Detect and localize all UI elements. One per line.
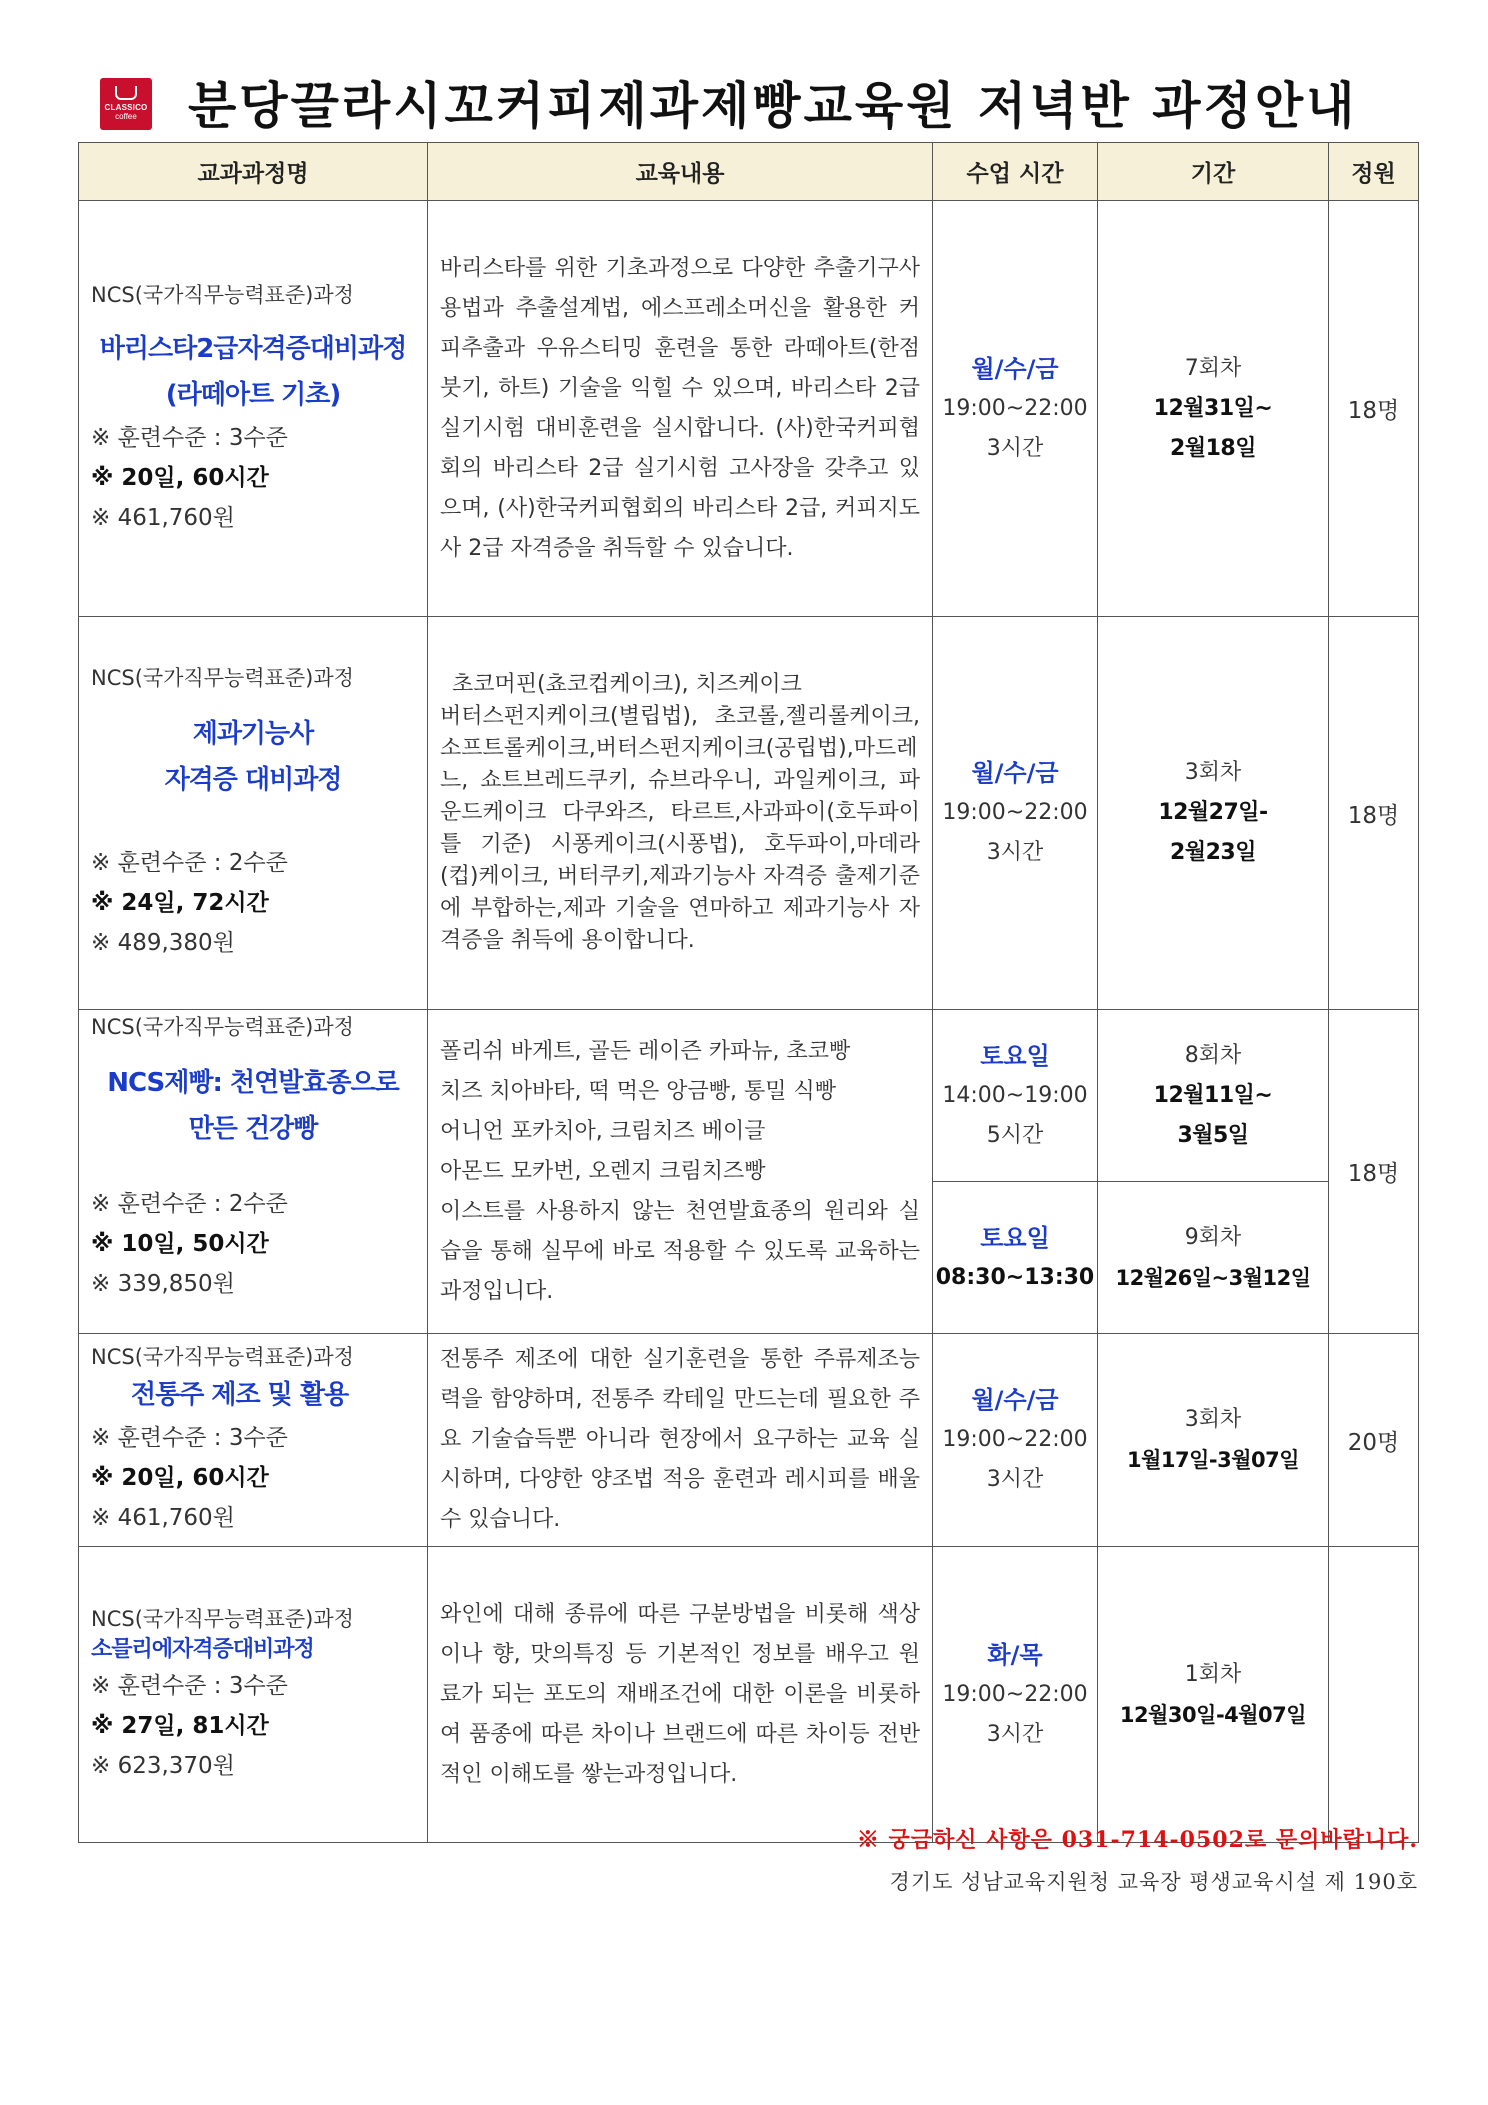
table-row [79,201,1419,617]
course-content-cell [428,1010,933,1334]
course-fee: ※ 461,760원 [91,504,235,531]
course-title: 전통주 제조 및 활용 [131,1380,349,1410]
header-capacity: 정원 [1329,143,1419,201]
period-end: 3월5일 [1177,1122,1249,1148]
capacity-value: 18명 [1347,398,1400,424]
course-title: NCS제빵: 천연발효종으로 [107,1068,399,1098]
session-number: 1회차 [1184,1661,1242,1687]
class-time-cell [933,1182,1098,1334]
training-level: ※ 훈련수준 : 3수준 [91,1425,288,1451]
course-title: 바리스타2급자격증대비과정 [99,333,407,364]
training-level: ※ 훈련수준 : 3수준 [91,424,288,451]
classico-coffee-logo [100,78,152,130]
course-fee: ※ 461,760원 [91,1505,235,1531]
course-fee: ※ 339,850원 [91,1271,235,1297]
course-fee: ※ 623,370원 [91,1752,235,1779]
period-cell [1098,201,1329,617]
class-time-cell [933,617,1098,1010]
capacity-cell [1329,1334,1419,1547]
period-cell [1098,617,1329,1010]
course-title: 소믈리에자격증대비과정 [91,1636,314,1662]
session-number: 7회차 [1184,355,1242,381]
session-number: 8회차 [1184,1042,1242,1068]
capacity-value: 18명 [1347,802,1400,829]
period-dates: 12월30일-4월07일 [1119,1702,1307,1727]
class-time: 19:00~22:00 [942,1681,1088,1707]
capacity-cell [1329,1010,1419,1334]
table-row [79,1547,1419,1843]
class-time-cell [933,1547,1098,1843]
course-name-cell [79,201,428,617]
session-number: 3회차 [1184,1407,1242,1432]
session-number: 3회차 [1184,760,1242,785]
logo-text-line1: CLASSICO [104,103,148,112]
capacity-value: 18명 [1347,1161,1400,1187]
header-period: 기간 [1098,143,1329,201]
class-time: 08:30~13:30 [935,1264,1095,1290]
class-duration: 3시간 [986,1721,1044,1747]
class-time: 14:00~19:00 [942,1082,1088,1108]
class-days: 토요일 [980,1041,1050,1070]
class-time: 19:00~22:00 [942,800,1088,825]
course-name-cell [79,617,428,1010]
ncs-label: NCS(국가직무능력표준)과정 [91,1015,354,1039]
license-notice: 경기도 성남교육지원청 교육장 평생교육시설 제 190호 [889,1870,1418,1894]
course-fee: ※ 489,380원 [91,930,235,956]
course-hours: ※ 27일, 81시간 [91,1712,269,1739]
table-header-row [79,143,1419,201]
period-end: 2월18일 [1170,435,1256,461]
course-content-line: 치즈 치아바타, 떡 먹은 앙금빵, 통밀 식빵 [440,1078,836,1104]
page-title: 분당끌라시꼬커피제과제빵교육원 저녁반 과정안내 [188,76,1358,135]
period-dates: 1월17일-3월07일 [1126,1448,1300,1472]
class-time-cell [933,1010,1098,1182]
course-name-cell [79,1547,428,1843]
session-number: 9회차 [1184,1224,1242,1250]
capacity-cell [1329,1547,1419,1843]
course-title-sub: 만든 건강빵 [188,1114,318,1144]
training-level: ※ 훈련수준 : 2수준 [91,1191,288,1217]
period-end: 2월23일 [1170,840,1256,865]
course-hours: ※ 10일, 50시간 [91,1231,269,1257]
class-days: 토요일 [980,1223,1050,1252]
table-row [79,617,1419,1010]
course-hours: ※ 20일, 60시간 [91,464,269,491]
class-days: 화/목 [987,1640,1043,1669]
course-title-sub: (라떼아트 기초) [165,379,341,410]
course-content: 버터스펀지케이크(별립법), 초코롤,젤리롤케이크, 소프트롤케이크,버터스펀지케이크(공립법),마드레느, 쇼트브레드쿠키, 슈브라우니, 과일케이크, 파운드케이크 다쿠와즈, 타르트,사과파이(호두파이틀 기준) 시퐁케이크(시퐁법), 호두파이,마데라(컵)케이크, 버터쿠키,제과기능사 자격증 출제기준에 부합하는,제과 기술을 연마하고 제과기능사 자격증을 취득에 용이합니다. [440,704,920,953]
period-start: 12월27일- [1158,800,1268,825]
coffee-cup-icon [115,86,137,100]
period-cell [1098,1010,1329,1182]
period-cell [1098,1334,1329,1547]
class-time-cell [933,201,1098,617]
course-content: 와인에 대해 종류에 따른 구분방법을 비롯해 색상이나 향, 맛의특징 등 기본적인 정보를 배우고 원료가 되는 포도의 재배조건에 대한 이론을 비롯하여 품종에 따른 차이나 브랜드에 따른 차이등 전반적인 이해도를 쌓는과정입니다. [428,1547,933,1843]
class-duration: 3시간 [986,1467,1044,1492]
course-name-cell [79,1010,428,1334]
header-class-time: 수업 시간 [933,143,1098,201]
course-name-cell [79,1334,428,1547]
training-level: ※ 훈련수준 : 3수준 [91,1672,288,1699]
capacity-cell [1329,201,1419,617]
table-row [79,1010,1419,1182]
ncs-label: NCS(국가직무능력표준)과정 [91,666,354,690]
class-time: 19:00~22:00 [942,395,1088,421]
course-content-cell [428,617,933,1010]
header-content: 교육내용 [428,143,933,201]
course-title: 제과기능사 [192,719,314,749]
period-start: 12월11일~ [1153,1082,1273,1108]
period-dates: 12월26일~3월12일 [1115,1265,1311,1290]
class-duration: 3시간 [986,840,1044,865]
course-content-first-line: 초코머핀(쵸코컵케이크), 치즈케이크 [452,672,802,697]
class-time-cell [933,1334,1098,1547]
class-days: 월/수/금 [971,354,1059,383]
course-content: 전통주 제조에 대한 실기훈련을 통한 주류제조능력을 함양하며, 전통주 칵테일 만드는데 필요한 주요 기술습득뿐 아니라 현장에서 요구하는 교육 실시하며, 다양한 양조법 적응 훈련과 레시피를 배울 수 있습니다. [428,1334,933,1547]
ncs-label: NCS(국가직무능력표준)과정 [91,1606,354,1631]
page-header [78,60,1418,138]
logo-text-line2: coffee [115,112,137,121]
ncs-label: NCS(국가직무능력표준)과정 [91,282,354,307]
period-start: 12월31일~ [1153,395,1273,421]
class-duration: 3시간 [986,435,1044,461]
course-content-line: 아몬드 모카번, 오렌지 크림치즈빵 [440,1158,766,1184]
class-days: 월/수/금 [971,759,1059,787]
table-row [79,1334,1419,1547]
course-table [78,142,1419,1843]
course-content-line: 어니언 포카치아, 크림치즈 베이글 [440,1118,766,1144]
course-hours: ※ 24일, 72시간 [91,890,269,916]
class-duration: 5시간 [986,1122,1044,1148]
course-title-sub: 자격증 대비과정 [164,765,342,795]
class-days: 월/수/금 [971,1386,1059,1414]
course-hours: ※ 20일, 60시간 [91,1465,269,1491]
course-content-line: 폴리쉬 바게트, 골든 레이즌 카파뉴, 초코빵 [440,1038,851,1064]
period-cell [1098,1182,1329,1334]
capacity-value: 20명 [1347,1429,1400,1456]
inquiry-notice: ※ 궁금하신 사항은 031-714-0502로 문의바랍니다. [856,1827,1418,1853]
period-cell [1098,1547,1329,1843]
capacity-cell [1329,617,1419,1010]
training-level: ※ 훈련수준 : 2수준 [91,850,288,876]
header-course-name: 교과과정명 [79,143,428,201]
course-content: 바리스타를 위한 기초과정으로 다양한 추출기구사용법과 추출설계법, 에스프레소머신을 활용한 커피추출과 우유스티밍 훈련을 통한 라떼아트(한점붓기, 하트) 기술을 익힐 수 있으며, 바리스타 2급 실기시험 대비훈련을 실시합니다. (사)한국커피협회의 바리스타 2급 실기시험 고사장을 갖추고 있으며, (사)한국커피협회의 바리스타 2급, 커피지도사 2급 자격증을 취득할 수 있습니다. [428,201,933,617]
course-content: 이스트를 사용하지 않는 천연발효종의 원리와 실습을 통해 실무에 바로 적용할 수 있도록 교육하는 과정입니다. [440,1198,920,1304]
class-time: 19:00~22:00 [942,1427,1088,1452]
ncs-label: NCS(국가직무능력표준)과정 [91,1345,354,1369]
